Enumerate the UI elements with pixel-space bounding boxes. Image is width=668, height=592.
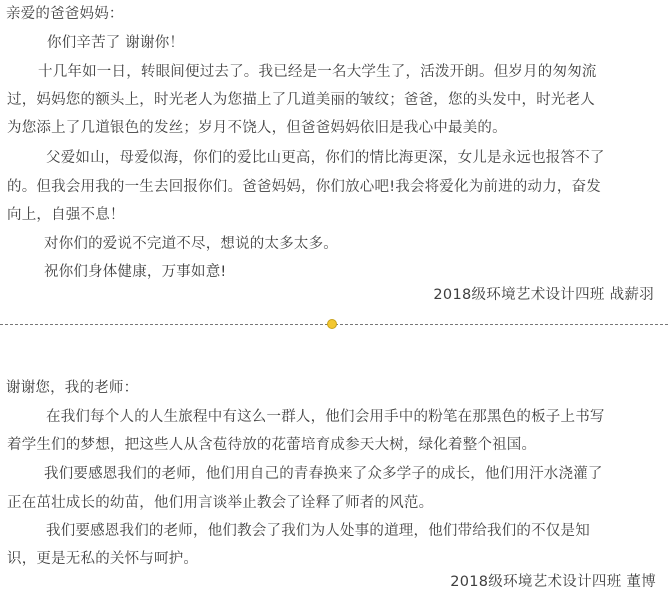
letter2-line-3: 我们要感恩我们的老师，他们用自己的青春换来了众多学子的成长，他们用汗水浇灌了 bbox=[44, 466, 603, 482]
letter1-line-2: 十几年如一日，转眼间便过去了。我已经是一名大学生了，活泼开朗。但岁月的匆匆流 bbox=[38, 64, 597, 80]
letter1-line-6: 的。但我会用我的一生去回报你们。爸爸妈妈，你们放心吧!我会将爱化为前进的动力，奋发 bbox=[7, 179, 602, 195]
letter1-line-4: 为您添上了几道银色的发丝；岁月不饶人，但爸爸妈妈依旧是我心中最美的。 bbox=[7, 120, 507, 136]
letter1-line-9: 祝你们身体健康，万事如意! bbox=[44, 264, 227, 280]
letter2-line-5: 我们要感恩我们的老师，他们教会了我们为人处事的道理，他们带给我们的不仅是知 bbox=[46, 523, 590, 539]
letter2-line-1: 在我们每个人的人生旅程中有这么一群人，他们会用手中的粉笔在那黑色的板子上书写 bbox=[46, 409, 605, 425]
letter2-line-2: 着学生们的梦想，把这些人从含苞待放的花蕾培育成参天大树，绿化着整个祖国。 bbox=[7, 437, 537, 453]
letter2-greeting: 谢谢您，我的老师： bbox=[6, 380, 139, 396]
letter1-line-1: 你们辛苦了 谢谢你！ bbox=[47, 35, 185, 51]
letter1-line-5: 父爱如山，母爱似海，你们的爱比山更高，你们的情比海更深，女儿是永远也报答不了 bbox=[46, 150, 605, 166]
letter1-line-3: 过，妈妈您的额头上，时光老人为您描上了几道美丽的皱纹；爸爸，您的头发中，时光老人 bbox=[7, 92, 595, 108]
letter2-signature: 2018级环境艺术设计四班 董博 bbox=[450, 574, 656, 590]
letter2-line-4: 正在茁壮成长的幼苗，他们用言谈举止教会了诠释了师者的风范。 bbox=[7, 495, 434, 511]
letter1-line-8: 对你们的爱说不完道不尽，想说的太多太多。 bbox=[44, 236, 338, 252]
letter1-signature: 2018级环境艺术设计四班 战薪羽 bbox=[433, 287, 654, 303]
letter2-line-6: 识，更是无私的关怀与呵护。 bbox=[7, 551, 199, 567]
letter1-line-7: 向上，自强不息！ bbox=[7, 207, 125, 223]
letter1-greeting: 亲爱的爸爸妈妈： bbox=[6, 6, 124, 22]
divider-dot-icon bbox=[327, 319, 337, 329]
